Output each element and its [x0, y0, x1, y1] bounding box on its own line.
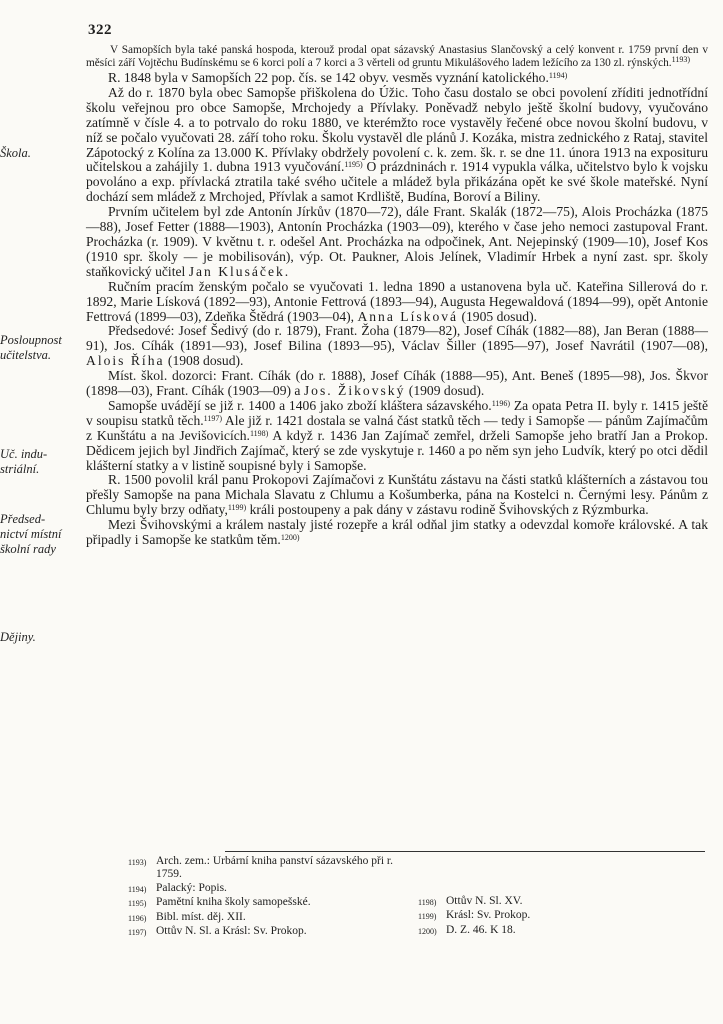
footnote-item: 1200) D. Z. 46. K 18. [418, 923, 516, 936]
footnote-divider [225, 851, 705, 852]
paragraph-hospoda: V Samopších byla také panská hospoda, kterouž prodal opat sázavský Anastasius Slančovský a celý konvent r. 1759 první den v měsíci září Vojtěchu Budínskému se 6 korci polí a 7 korci a 3 věrteli od gruntu Mikulášového ladem ležícího za 130 zl. rýnských.$^{1193)}$ [86, 44, 708, 69]
margin-note-skola: Škola. [0, 146, 31, 160]
paragraph-dozorci: Míst. škol. dozorci: Frant. Cíhák (do r. 1888), Josef Cíhák (1888—95), Ant. Beneš (1895—98), Jos. Škvor (1898—03), Frant. Cíhák (1903—09) a Jos. Žikovský (1909 dosud). [86, 368, 708, 399]
margin-note-posloupnost: Posloupnost učitelstva. [0, 333, 62, 362]
footnote-item: 1198) Ottův N. Sl. XV. [418, 895, 523, 907]
footnote-item: 1196) Bibl. míst. děj. XII. [128, 910, 246, 923]
paragraph-svihovsti: Mezi Švihovskými a králem nastaly jisté rozepře a král odňal jim statky a odevzdal komoře královské. A tak připadly i Samopše ke statkům těm.$^{1200)}$ [86, 517, 708, 548]
footnotes [128, 855, 598, 939]
paragraph-predsedove: Předsedové: Josef Šedivý (do r. 1879), Frant. Žoha (1879—82), Josef Cíhák (1882—88), Jan Beran (1888—91), Jos. Cíhák (1891—93), Josef Bilina (1893—95), Václav Šiller (1895—97), Josef Navrátil (1907—08), Alois Říha (1908 dosud). [86, 323, 708, 369]
paragraph-dejiny-1500: R. 1500 povolil král panu Prokopovi Zajímačovi z Kunštátu zástavu na části statků klášterních a zástavou tou přešly Samopše na pana Michala Slavatu z Chlumu a Košumberka, pána na Kostelci n. Černými lesy. Pánům z Chlumu byly brzy odňaty,$^{1199)}$ králi postoupeny a pak dány v zástavu rodině Švihovských z Rýzmburka. [86, 472, 708, 518]
margin-note-dejiny: Dějiny. [0, 630, 36, 644]
paragraph-ucitele: Prvním učitelem byl zde Antonín Jírkův (1870—72), dále Frant. Skalák (1872—75), Alois Procházka (1875—88), Josef Fetter (1888—1903), Antonín Procházka (1903—09), kterého v čase jeho nemoci zastupoval Frant. Procházka (r. 1909). V květnu t. r. odešel Ant. Procházka na odpočinek, Ant. Nejepinský (1909—10), Josef Kos (1910 spr. školy — je mobilisován), výp. Ot. Paukner, Alois Jelínek, Vladimír Hrbek a nyní zast. spr. školy staňkovický učitel Jan Klusáček. [86, 204, 708, 279]
footnote-item: 1193) Arch. zem.: Urbární kniha panství sázavského při r. 1759. [128, 855, 393, 881]
paragraph-1848: R. 1848 byla v Samopších 22 pop. čís. se 142 obyv. vesměs vyznání katolického.$^{1194)}$ [108, 70, 568, 85]
footnote-item: 1194) Palacký: Popis. [128, 881, 227, 894]
margin-note-predsednictvi: Předsed- nictví místní školní rady [0, 512, 62, 556]
paragraph-rucni-prace: Ručním pracím ženským počalo se vyučovati 1. ledna 1890 a ustanovena byla uč. Kateřina Sillerová do r. 1892, Marie Lísková (1892—93), Antonie Fettrová (1893—94), Augusta Hegewaldová (1894—99), opět Antonie Fettrová (1899—03), Zdeňka Štědrá (1903—04), Anna Lísková (1905 dosud). [86, 278, 708, 324]
footnote-item: 1197) Ottův N. Sl. a Krásl: Sv. Prokop. [128, 925, 307, 938]
footnote-item: 1195) Pamětní kniha školy samopešské. [128, 896, 311, 909]
paragraph-skola: Až do r. 1870 byla obec Samopše přiškolena do Úžic. Toho času dostalo se obci povolení zříditi jednotřídní školu veřejnou pro obce Samopše, Mrchojedy a Přívlaky. Poněvadž nebylo ještě školní budovy, vyučováno zatímně v čísle 4. a to potrvalo do roku 1880, ve kterémžto roce vystavěly řečené obce novou školní budovu, v níž se počalo vyučovati 28. září toho roku. Školu vystavěl dle plánů J. Kozáka, mistra zednického z Rataj, stavitel Zápotocký z Kolína za 13.000 K. Přívlaky obdržely povolení c. k. zem. šk. r. se dne 11. února 1913 na exposituru učitelskou a zahájily 1. dubna 1913 vyučování.$^{1195)}$ O prázdninách r. 1914 vypukla válka, učitelstvo bylo k vojsku povoláno a exp. přívlacká ztratila také svého učitele a mládež byla přikázána opět ke své škole mateřské. Nyní dochází sem mládež z Mrchojed, Přívlak a samot Krdliště, Budína, Boroví a Biliny. [86, 84, 708, 205]
paragraph-dejiny-1400: Samopše uvádějí se již r. 1400 a 1406 jako zboží kláštera sázavského.$^{1196)}$ Za opata Petra II. byly r. 1415 ještě v soupisu statků těch.$^{1197)}$ Ale již r. 1421 dostala se valná část statků těch — tedy i Samopše — pánům Zajímačům z Kunštátu a na Jevišovicích.$^{1198)}$ A když r. 1436 Jan Zajímač zemřel, drželi Samopše jeho bratří Jan a Prokop. Dědicem jejich byl Jindřich Zajímač, který se zde vyskytuje r. 1460 a po něm syn jeho Ludvík, který po otci dědil klášterní statky a v listině soupisné byly i Samopše. [86, 397, 708, 473]
footnote-item: 1199) Krásl: Sv. Prokop. [418, 909, 531, 922]
main-text [86, 44, 708, 548]
margin-note-industrialni: Uč. indu- striální. [0, 447, 48, 476]
page-number: 322 [88, 22, 112, 38]
